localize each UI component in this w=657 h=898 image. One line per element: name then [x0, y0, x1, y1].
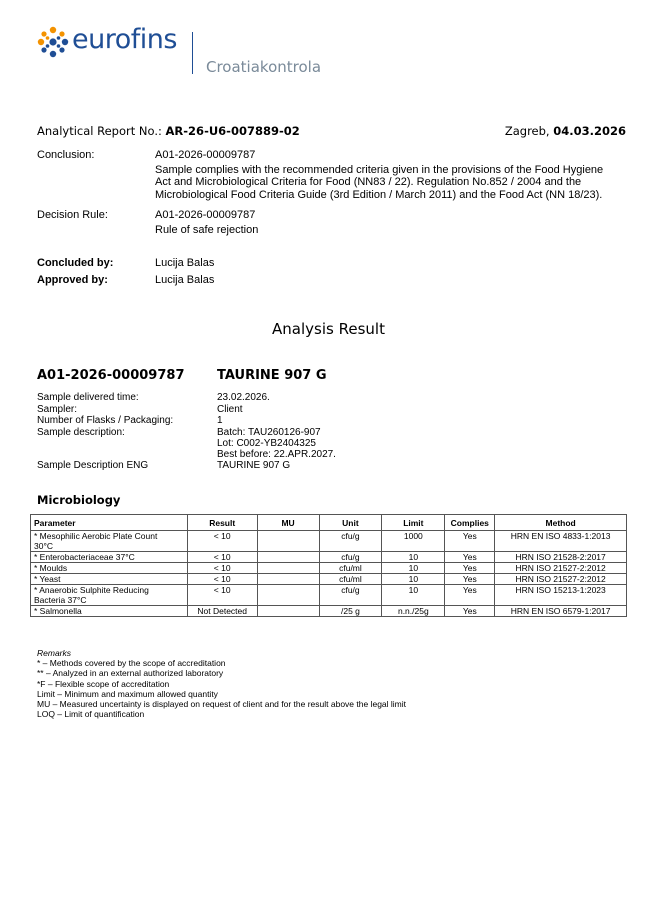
eurofins-logo-wordmark: eurofins: [72, 24, 177, 55]
sample-field-value: Batch: TAU260126-907: [217, 427, 321, 438]
cell-mu: [257, 585, 319, 606]
parameter-text: * Mesophilic Aerobic Plate Count: [34, 531, 158, 541]
report-number-label: Analytical Report No.:: [37, 124, 162, 138]
remark-line: *F – Flexible scope of accreditation: [37, 678, 170, 689]
remark-line: Limit – Minimum and maximum allowed quantity: [37, 688, 218, 699]
cell-complies: Yes: [445, 574, 495, 585]
cell-parameter: * Salmonella: [31, 606, 188, 617]
cell-method: HRN ISO 15213-1:2023: [495, 585, 627, 606]
cell-limit: 10: [382, 552, 445, 563]
conclusion-text-line-1: Sample complies with the recommended criteria given in the provisions of the Food Hygiene: [155, 164, 604, 176]
sample-field-label: Sampler:: [37, 404, 78, 415]
cell-mu: [257, 574, 319, 585]
remark-line: * – Methods covered by the scope of accreditation: [37, 658, 226, 669]
table-row: [31, 574, 627, 585]
cell-method: HRN ISO 21528-2:2017: [495, 552, 627, 563]
cell-complies: Yes: [445, 531, 495, 552]
cell-unit: /25 g: [319, 606, 382, 617]
cell-limit: 10: [382, 574, 445, 585]
logo-divider: [192, 32, 193, 74]
report-city: Zagreb,: [504, 124, 550, 138]
cell-mu: [257, 606, 319, 617]
cell-limit: 1000: [382, 531, 445, 552]
sample-field-value: TAURINE 907 G: [217, 460, 291, 471]
conclusion-text-line-3: Microbiological Food Criteria Guide (3rd Edition / March 2011) and the Food Act (NN 18/23).: [155, 189, 603, 201]
table-row: [31, 552, 627, 563]
cell-result: < 10: [187, 552, 257, 563]
sample-field-value: 1: [217, 415, 223, 426]
report-date: 04.03.2026: [553, 124, 626, 138]
cell-complies: Yes: [445, 585, 495, 606]
sample-field-label: Sample Description ENG: [37, 460, 149, 471]
sample-field-label: Sample description:: [37, 427, 125, 438]
decision-rule-label: Decision Rule:: [37, 209, 108, 221]
cell-result: < 10: [187, 574, 257, 585]
column-header-limit: Limit: [382, 515, 445, 531]
croatiakontrola-logo-text: Croatiakontrola: [206, 58, 322, 76]
cell-method: HRN EN ISO 4833-1:2013: [495, 531, 627, 552]
sample-field-value: Lot: C002-YB2404325: [217, 438, 316, 449]
cell-method: HRN EN ISO 6579-1:2017: [495, 606, 627, 617]
results-table: [30, 514, 627, 617]
remark-line: MU – Measured uncertainty is displayed on request of client and for the result above the legal limit: [37, 699, 407, 710]
remarks-title: Remarks: [37, 648, 72, 658]
table-row: [31, 585, 627, 606]
section-title-microbiology: Microbiology: [37, 493, 121, 507]
cell-parameter: * Yeast: [31, 574, 188, 585]
table-row: [31, 563, 627, 574]
column-header-method: Method: [495, 515, 627, 531]
cell-limit: 10: [382, 585, 445, 606]
cell-parameter: * Moulds: [31, 563, 188, 574]
cell-result: Not Detected: [187, 606, 257, 617]
page-title: Analysis Result: [272, 320, 385, 338]
approved-by-label: Approved by:: [37, 274, 108, 286]
conclusion-code: A01-2026-00009787: [155, 149, 256, 161]
parameter-text-cont: Bacteria 37°C: [34, 595, 87, 605]
table-row: [31, 606, 627, 617]
report-number-line: [37, 124, 300, 138]
sample-field-value: Best before: 22.APR.2027.: [217, 449, 336, 460]
cell-complies: Yes: [445, 606, 495, 617]
cell-mu: [257, 531, 319, 552]
report-number: AR-26-U6-007889-02: [165, 124, 300, 138]
cell-parameter: * Enterobacteriaceae 37°C: [31, 552, 188, 563]
cell-parameter: [31, 531, 188, 552]
remark-line: LOQ – Limit of quantification: [37, 709, 145, 720]
cell-limit: 10: [382, 563, 445, 574]
cell-complies: Yes: [445, 563, 495, 574]
cell-parameter: [31, 585, 188, 606]
decision-rule-code: A01-2026-00009787: [155, 209, 256, 221]
concluded-by-name: Lucija Balas: [155, 257, 215, 269]
conclusion-text-line-2: Act and Microbiological Criteria for Food (NN83 / 22). Regulation No.852 / 2004 and the: [155, 176, 582, 188]
cell-unit: cfu/ml: [319, 574, 382, 585]
concluded-by-label: Concluded by:: [37, 257, 114, 269]
approved-by-name: Lucija Balas: [155, 274, 215, 286]
sample-name: TAURINE 907 G: [217, 368, 327, 383]
sample-id: A01-2026-00009787: [37, 368, 185, 383]
column-header-unit: Unit: [319, 515, 382, 531]
cell-unit: cfu/ml: [319, 563, 382, 574]
cell-unit: cfu/g: [319, 552, 382, 563]
parameter-text-cont: 30°C: [34, 541, 53, 551]
cell-unit: cfu/g: [319, 531, 382, 552]
remarks-section: [37, 648, 406, 719]
column-header-complies: Complies: [445, 515, 495, 531]
cell-result: < 10: [187, 585, 257, 606]
table-row: [31, 531, 627, 552]
cell-method: HRN ISO 21527-2:2012: [495, 563, 627, 574]
sample-field-label: Number of Flasks / Packaging:: [37, 415, 174, 426]
cell-complies: Yes: [445, 552, 495, 563]
cell-mu: [257, 552, 319, 563]
decision-rule-text: Rule of safe rejection: [155, 224, 259, 236]
cell-result: < 10: [187, 563, 257, 574]
remark-line: ** – Analyzed in an external authorized laboratory: [37, 668, 224, 679]
column-header-result: Result: [187, 515, 257, 531]
cell-mu: [257, 563, 319, 574]
table-header-row: [31, 515, 627, 531]
column-header-parameter: Parameter: [31, 515, 188, 531]
conclusion-label: Conclusion:: [37, 149, 95, 161]
cell-method: HRN ISO 21527-2:2012: [495, 574, 627, 585]
eurofins-logo-dots-icon: [37, 26, 69, 58]
cell-result: < 10: [187, 531, 257, 552]
cell-limit: n.n./25g: [382, 606, 445, 617]
cell-unit: cfu/g: [319, 585, 382, 606]
parameter-text: * Anaerobic Sulphite Reducing: [34, 585, 149, 595]
column-header-mu: MU: [257, 515, 319, 531]
sample-field-value: 23.02.2026.: [217, 392, 270, 403]
report-place-date: [505, 124, 626, 138]
sample-field-value: Client: [217, 404, 243, 415]
sample-field-label: Sample delivered time:: [37, 392, 139, 403]
